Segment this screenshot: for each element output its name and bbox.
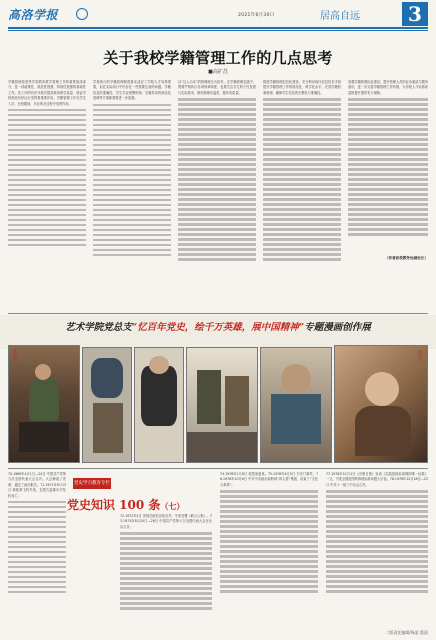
issue-date: 2021年6月30日 <box>238 13 275 18</box>
article-column-1-text: 学籍管理是高等学校教育教学管理工作的重要组成部分，是一项政策性、规范性很强、持续性很强的基础性工作。其工作的有序开展对提高教育教学质量、保证学校规范有序运行发挥着重要作用。学籍管理工作在学生入学、在校期间、毕业的全过程中发挥作用。 <box>8 80 86 106</box>
quiz-column-c <box>220 472 318 624</box>
article-byline: ■高扩昌 <box>208 69 228 75</box>
painting-4 <box>186 347 258 463</box>
article-column-2-text: 学校现行的学籍管理制度基本适应了学校人才培养需要，但在实际执行中仍存在一些需要注意的问题。学籍信息的准确性、学生学业预警机制、学籍异动的规范化管理等方面都需要进一步加强。 <box>93 80 171 101</box>
article-column-3-text: 以“以人为本”的管理理念为指导，在学籍管理实践中，既要严格执行各项规章制度，也要关注学生的个性发展与实际需求，做到管理有温度、服务有质量。 <box>178 80 256 95</box>
author-note: （作者系校教务处副处长） <box>384 256 428 261</box>
article-column-2 <box>93 80 171 308</box>
quiz-title-number: （七） <box>160 501 185 511</box>
painting-2 <box>82 347 132 463</box>
banner-prefix: 艺术学院党总支 <box>65 322 132 333</box>
banner-quote: “忆百年党史，绘千万英雄，展中国精神” <box>131 322 305 333</box>
lower-section-divider <box>8 468 428 469</box>
quiz-column-a-text: 70.1969年4月1日—24日 中国共产党第九次全国代表大会召开。大会修改了党章，通过了政治报告。71.1971年9月13日 林彪乘飞机外逃，在蒙古温都尔汗坠机身亡。 <box>8 472 66 498</box>
page-number: 3 <box>402 2 428 26</box>
painting-3 <box>134 347 184 463</box>
masthead-divider-thin <box>8 30 428 31</box>
masthead <box>0 0 436 28</box>
article-column-5-text: 加强学籍管理队伍建设，提升管理人员的业务素质与服务意识，进一步完善学籍管理工作机制，为学校人才培养质量的提升提供有力保障。 <box>348 80 428 95</box>
article-column-3 <box>178 80 256 308</box>
quiz-column-b-text: 72.1972年2月 美国总统尼克松访华，中美签署《联合公报》。73.1973年8月24日—28日 中国共产党第十次全国代表大会在北京召开。 <box>120 514 212 529</box>
article-column-1 <box>8 80 86 308</box>
history-column-tag: 党史学习教育专栏 <box>73 478 111 489</box>
column-name: 居高自远 <box>320 11 360 22</box>
article-column-4 <box>263 80 341 308</box>
article-column-4-text: 推进学籍管理信息化建设，充分利用现代信息技术手段提升学籍管理工作的规范化、科学化水平。完善学籍档案管理，确保学生信息的完整性与准确性。 <box>263 80 341 95</box>
masthead-divider <box>8 27 428 29</box>
exhibition-banner-title <box>0 319 436 333</box>
paper-name: 高洛学报 <box>8 8 59 22</box>
quiz-column-d-text: 77.1978年5月11日《光明日报》发表《实践是检验真理的唯一标准》一文，引发全国范围的真理标准问题大讨论。78.1978年12月18日—22日 中共十一届三中全会召开。 <box>326 472 428 487</box>
painting-1-title: 董存瑞 <box>13 349 18 361</box>
painting-1 <box>8 345 80 463</box>
quiz-column-c-text: 74.1976年1月8日 周恩来逝世。75.1976年4月5日 天安门事件。76.1976年10月6日 中共中央政治局粉碎“四人帮”集团，结束了“文化大革命”。 <box>220 472 318 487</box>
article-column-5 <box>348 80 428 308</box>
page-footer: 二版责任编辑/杨某 版面 <box>385 630 428 635</box>
banner-suffix: 专题漫画创作展 <box>304 322 371 333</box>
quiz-column-d <box>326 472 428 624</box>
paper-logo-icon <box>76 8 88 20</box>
quiz-column-b <box>120 514 212 624</box>
painting-5 <box>260 347 332 463</box>
painting-6-title: 刘胡兰 <box>418 350 423 362</box>
section-divider <box>8 313 428 314</box>
painting-6 <box>334 345 428 463</box>
article-headline: 关于我校学籍管理工作的几点思考 <box>103 49 333 67</box>
quiz-title-text: 党史知识 100 条 <box>67 498 161 512</box>
quiz-title <box>67 496 184 513</box>
paintings-strip <box>8 345 428 465</box>
quiz-column-a <box>8 472 66 624</box>
